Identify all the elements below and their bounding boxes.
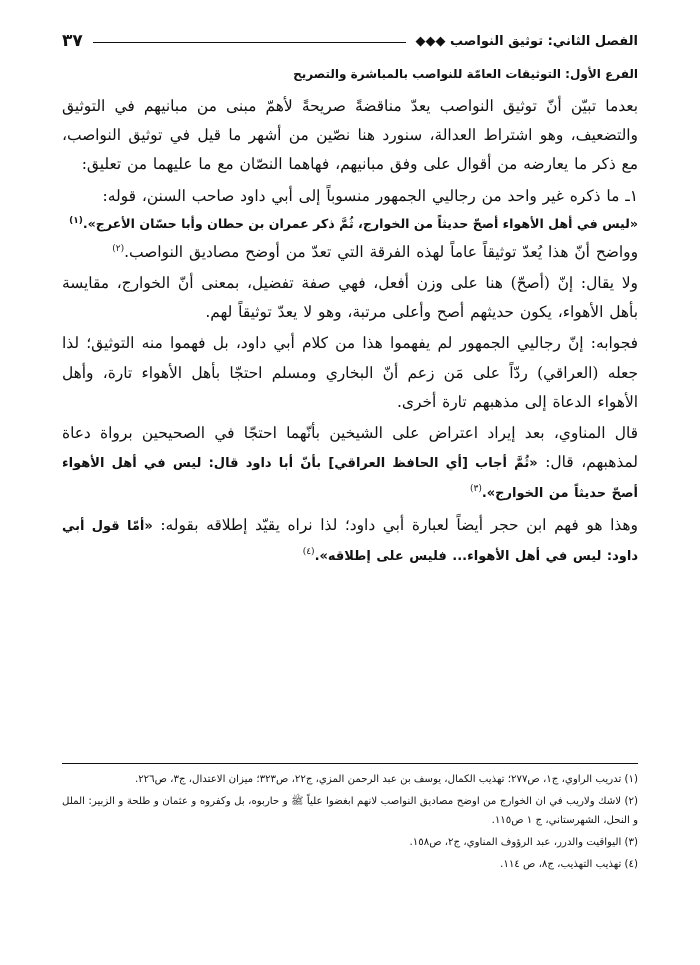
footnotes — [62, 770, 638, 877]
paragraph-answer: فجوابه: إنّ رجاليي الجمهور لم يفهموا هذا من كلام أبي داود، بل فهموا منه التوثيق؛ لذا جعله (العراقي) ردّاً على مَن زعم أنّ البخاري ومسلم احتجّا بأهل الأهواء تارة، وأهل الأهواء الدعاة إلى مذهبهم تارة أخرى. — [62, 334, 638, 411]
paragraph-ibn-hajar — [62, 511, 638, 571]
paragraph-manawi — [62, 419, 638, 509]
explanation-text: وواضح أنّ هذا يُعدّ توثيقاً عاماً لهذه الفرقة التي تعدّ من أوضح مصاديق النواصب. — [124, 242, 638, 261]
ibn-hajar-text: وهذا هو فهم ابن حجر أيضاً لعبارة أبي داود؛ لذا نراه يقيّد إطلاقه بقوله: — [160, 515, 638, 534]
paragraph-objection: ولا يقال: إنّ (أصحّ) هنا على وزن أفعل، فهي صفة تفضيل، بمعنى أنّ الخوارج، مقايسة بأهل الأهواء، يكون حديثهم أصح وأعلى مرتبة، وهو لا يعدّ توثيقاً لهم. — [62, 274, 638, 322]
footnote-ref-3: (٣) — [469, 484, 482, 495]
footnote-2: (٢) لاشك ولاريب في ان الخوارج من اوضح مصاديق النواصب لانهم ابغضوا علياً ﷺ و حاربوه، بل وكفروه و عثمان و طلحة و الزبير: الملل و النحل، الشهرستاني، ج ١ ص١١٥. — [62, 796, 638, 826]
footnote-ref-2: (٢) — [112, 243, 125, 254]
chapter-title: الفصل الثاني: توثيق النواصب ◆◆◆ — [415, 33, 638, 49]
paragraph-intro: بعدما تبيّن أنّ توثيق النواصب يعدّ مناقضةً صريحةً لأهمّ مبنى من مبانيهم في التوثيق والتضعيف، وهو اشتراط العدالة، سنورد هنا نصّين من أشهر ما قيل في توثيق النواصب، مع ذكر ما يعارضه من أقوال على وفق مبانيهم، فهاهما النصّان مع ما عليهما من تعليق: — [62, 97, 638, 174]
body-text — [62, 92, 638, 573]
footnote-separator — [62, 763, 638, 764]
paragraph-explanation — [62, 238, 638, 267]
manawi-quote: «ثُمَّ أجاب [أي الحافظ العراقي] بأنّ أبا داود قال: ليس في أهل الأهواء أصحّ حديثاً من الخوارج». — [62, 456, 638, 502]
footnote-3: (٣) اليواقيت والدرر، عبد الرؤوف المناوي، ج٢، ص١٥٨. — [409, 837, 638, 848]
paragraph-item-1: ١ـ ما ذكره غير واحد من رجاليي الجمهور منسوباً إلى أبي داود صاحب السنن، قوله: — [102, 186, 638, 205]
quote-text: «ليس في أهل الأهواء أصحّ حديثاً من الخوارج، ثُمَّ ذكر عمران بن حطان وأبا حسّان الأعرج». — [82, 215, 638, 231]
quote-abu-dawud — [62, 211, 638, 236]
page-number: ٣٧ — [62, 31, 83, 51]
footnote-ref-4: (٤) — [302, 546, 315, 557]
header-rule — [93, 42, 406, 43]
section-heading: الفرع الأول: التوثيقات العامّة للنواصب بالمباشرة والتصريح — [293, 67, 638, 81]
manawi-text: قال المناوي، بعد إيراد اعتراض على الشيخين بأنّهما احتجّا في الصحيحين برواة دعاة لمذهبهم، قال: — [62, 424, 638, 472]
footnote-4: (٤) تهذيب التهذيب، ج٨، ص ١١٤. — [500, 859, 638, 870]
footnote-ref-1: (١) — [69, 215, 83, 226]
ibn-hajar-quote: «أمّا قول أبي داود: ليس في أهل الأهواء... فليس على إطلاقه». — [62, 518, 638, 564]
footnote-1: (١) تدريب الراوي، ج١، ص٢٧٧؛ تهذيب الكمال، يوسف بن عبد الرحمن المزي، ج٢٢، ص٣٢٣؛ ميزان الاعتدال، ج٣، ص٢٢٦. — [134, 774, 638, 785]
running-header — [62, 26, 638, 56]
